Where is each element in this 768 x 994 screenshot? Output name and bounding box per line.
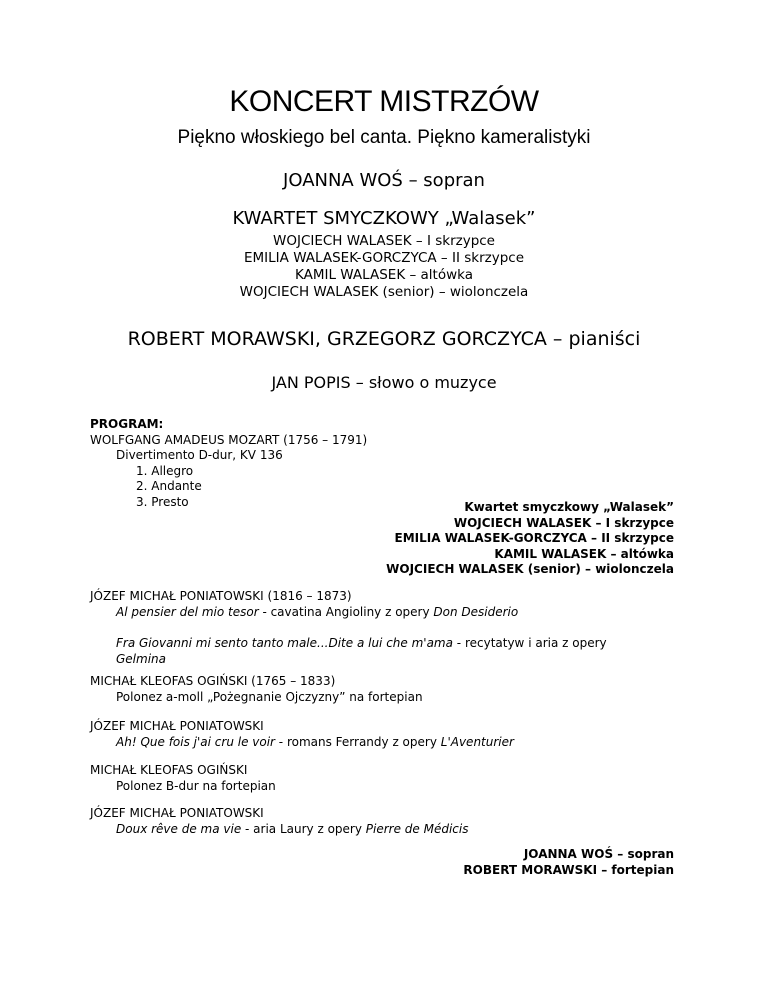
work-line: [90, 605, 690, 621]
composer-name: JÓZEF MICHAŁ PONIATOWSKI: [90, 806, 264, 820]
page-subtitle: Piękno włoskiego bel canta. Piękno kameralistyki: [177, 127, 591, 148]
performer-line: WOJCIECH WALASEK (senior) – wiolonczela: [386, 562, 674, 576]
aria-title: Fra Giovanni mi sento tanto male...Dite a lui che m'ama: [116, 636, 453, 650]
work-title: Polonez a-moll „Pożegnanie Ojczyzny” na fortepian: [116, 689, 423, 704]
performers-block-soloists: [463, 847, 674, 878]
composer-name: JÓZEF MICHAŁ PONIATOWSKI (1816 – 1873): [90, 589, 352, 603]
composer-name: MICHAŁ KLEOFAS OGIŃSKI (1765 – 1833): [90, 674, 336, 688]
movement-item: 2. Andante: [136, 479, 202, 493]
quartet-member: WOJCIECH WALASEK (senior) – wiolonczela: [239, 284, 529, 300]
program-section-mozart: [90, 417, 690, 510]
performers-block-quartet: [386, 500, 674, 578]
program-section-oginski-2: [90, 763, 690, 794]
opera-title: Gelmina: [116, 651, 166, 666]
work-line: [90, 822, 690, 838]
quartet-member: WOJCIECH WALASEK – I skrzypce: [272, 233, 495, 249]
work-title: Divertimento D-dur, KV 136: [116, 448, 283, 462]
aria-title: Ah! Que fois j'ai cru le voir: [116, 734, 275, 749]
work-description: - cavatina Angioliny z opery: [258, 604, 434, 619]
program-section-poniatowski-2: [90, 719, 690, 750]
page-title: KONCERT MISTRZÓW: [229, 85, 539, 118]
performer-line: Kwartet smyczkowy „Walasek”: [464, 500, 674, 514]
work-description: - aria Laury z opery: [241, 821, 366, 836]
program-section-poniatowski-3: [90, 806, 690, 837]
opera-title: Don Desiderio: [433, 604, 519, 619]
work-line: [90, 636, 690, 667]
pianists-line: ROBERT MORAWSKI, GRZEGORZ GORCZYCA – pianiści: [127, 328, 641, 350]
aria-title: Al pensier del mio tesor: [116, 604, 259, 619]
performer-line: KAMIL WALASEK – altówka: [494, 546, 674, 561]
movement-item: 1. Allegro: [136, 463, 194, 478]
movement-item: 3. Presto: [136, 494, 189, 509]
quartet-members: [0, 233, 768, 301]
performer-line: EMILIA WALASEK-GORCZYCA – II skrzypce: [394, 531, 674, 545]
soloist-line: JOANNA WOŚ – sopran: [283, 170, 485, 191]
composer-name: WOLFGANG AMADEUS MOZART (1756 – 1791): [90, 432, 368, 447]
quartet-member: EMILIA WALASEK-GORCZYCA – II skrzypce: [244, 250, 524, 266]
performer-line: ROBERT MORAWSKI – fortepian: [463, 862, 674, 877]
quartet-title: KWARTET SMYCZKOWY „Walasek”: [232, 208, 536, 229]
aria-title: Doux rêve de ma vie: [116, 821, 242, 836]
work-description: - recytatyw i aria z opery: [452, 636, 607, 650]
work-line: [90, 735, 690, 751]
performer-line: JOANNA WOŚ – sopran: [523, 847, 674, 861]
performer-line: WOJCIECH WALASEK – I skrzypce: [453, 515, 674, 530]
program-heading: PROGRAM:: [90, 417, 164, 431]
opera-title: Pierre de Médicis: [365, 821, 469, 836]
host-line: JAN POPIS – słowo o muzyce: [271, 373, 497, 392]
composer-name: JÓZEF MICHAŁ PONIATOWSKI: [90, 719, 264, 733]
opera-title: L'Aventurier: [440, 734, 514, 749]
work-title: Polonez B-dur na fortepian: [116, 778, 276, 793]
work-description: - romans Ferrandy z opery: [274, 734, 441, 749]
program-section-oginski-1: [90, 674, 690, 705]
quartet-member: KAMIL WALASEK – altówka: [295, 267, 473, 283]
program-section-poniatowski-1: [90, 589, 690, 667]
composer-name: MICHAŁ KLEOFAS OGIŃSKI: [90, 763, 248, 777]
